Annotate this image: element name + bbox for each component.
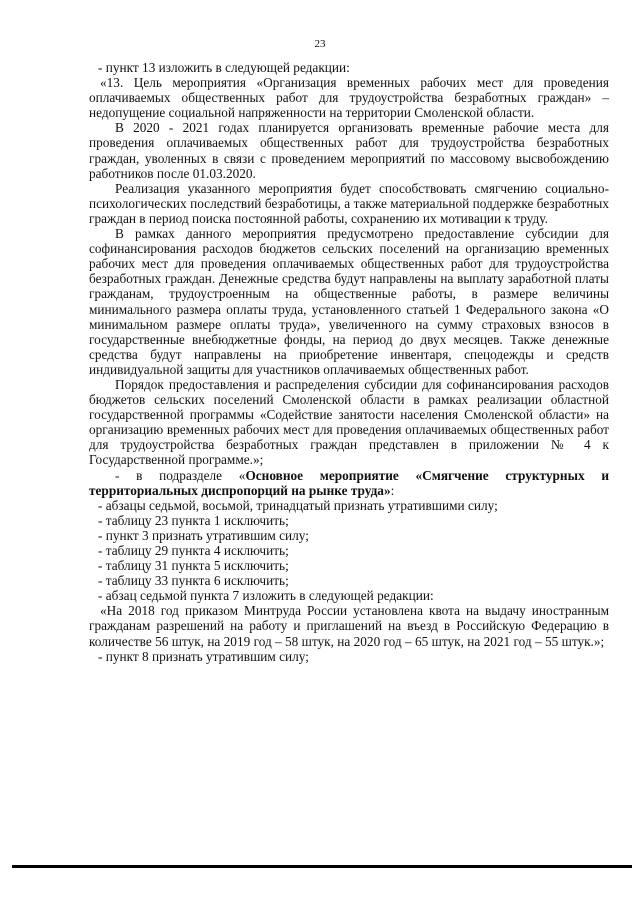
subsection-title: Основное мероприятие «Смягчение структурных и территориальных диспропорций на рынке труда» [89,467,609,498]
list-item: - пункт 3 признать утратившим силу; [98,527,309,543]
subsection-suffix: : [390,482,395,498]
bottom-rule [12,865,632,868]
list-item: - абзацы седьмой, восьмой, тринадцатый признать утратившими силу; [98,497,498,513]
paragraph: В 2020 - 2021 годах планируется организовать временные рабочие места для проведения оплачиваемых общественных работ для трудоустройства безработных граждан, уволенных в связи с проведением мероприятий по массовому высвобождению работников после 01.03.2020. [89,120,609,181]
quote-paragraph: «На 2018 год приказом Минтруда России установлена квота на выдачу иностранным гражданам разрешений на работу и приглашений на въезд в Российскую Федерацию в количестве 56 штук, на 2019 год – 58 штук, на 2020 год – 65 штук, на 2021 год – 55 штук.»; [89,603,609,649]
list-item: - абзац седьмой пункта 7 изложить в следующей редакции: [98,588,434,604]
subsection-prefix: - в подразделе « [115,467,246,483]
page-number: 23 [314,38,326,50]
paragraph: «13. Цель мероприятия «Организация временных рабочих мест для проведения оплачиваемых общественных работ для трудоустройства безработных граждан» – недопущение социальной напряженности на территории Смоленской области. [89,75,609,121]
list-item: - таблицу 29 пункта 4 исключить; [98,543,289,558]
list-item: - таблицу 31 пункта 5 исключить; [98,558,289,574]
list-item: - пункт 8 признать утратившим силу; [98,648,309,664]
paragraph: В рамках данного мероприятия предусмотрено предоставление субсидии для софинансирования расходов бюджетов сельских поселений на организацию временных рабочих мест для проведения оплачиваемых общественных работ для трудоустройства безработных граждан. Денежные средства будут направлены на выплату заработной платы гражданам, трудоустроенным на общественные работы, в размере величины минимального размера оплаты труда, установленного статьей 1 Федерального закона «О минимальном размере оплаты труда», увеличенного на сумму страховых взносов в государственные внебюджетные фонды, на период до двух месяцев. Также денежные средства будут направлены на приобретение инвентаря, спецодежды и средств индивидуальной защиты для участников оплачиваемых общественных работ. [89,226,609,377]
paragraph: - пункт 13 изложить в следующей редакции: [98,60,350,75]
document-body [89,60,609,664]
subsection-paragraph [89,468,609,498]
list-item: - таблицу 23 пункта 1 исключить; [98,512,289,528]
paragraph: Порядок предоставления и распределения субсидии для софинансирования расходов бюджетов сельских поселений Смоленской области в рамках реализации областной государственной программы «Содействие занятости населения Смоленской области» на организацию временных рабочих мест для проведения оплачиваемых общественных работ для трудоустройства безработных граждан представлен в приложении № 4 к Государственной программе.»; [89,376,609,468]
paragraph: Реализация указанного мероприятия будет способствовать смягчению социально-психологических последствий безработицы, а также материальной поддержке безработных граждан в период поиска постоянной работы, сохранению их мотивации к труду. [89,180,609,226]
list-item: - таблицу 33 пункта 6 исключить; [98,573,289,589]
